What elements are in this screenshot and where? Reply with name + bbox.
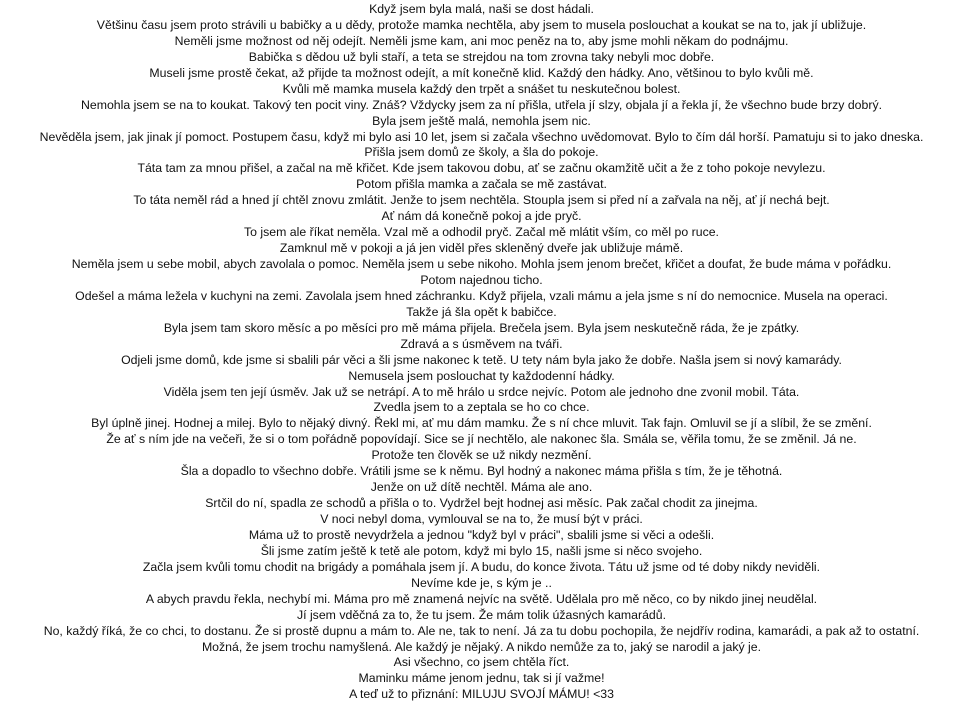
text-line: Srtčil do ní, spadla ze schodů a přišla o to. Vydržel bejt hodnej asi měsíc. Pak začal chodit za jinejma.	[205, 496, 758, 511]
text-line: Když jsem byla malá, naši se dost hádali.	[369, 2, 594, 16]
text-line: Že ať s ním jde na večeři, že si o tom pořádně popovídají. Sice se jí nechtělo, ale nakonec šla. Smála se, věřila tomu, že se změnil. Já ne.	[106, 432, 857, 447]
text-line: Možná, že jsem trochu namyšlená. Ale každý je nějaký. A nikdo nemůže za to, jaký se narodil a jaký je.	[201, 639, 762, 654]
text-line: Museli jsme prostě čekat, až přijde ta možnost odejít, a mít konečně klid. Každý den hádky. Ano, většinou to bylo kvůli mě.	[149, 65, 814, 80]
text-line: To táta neměl rád a hned jí chtěl znovu zmlátit. Jenže to jsem nechtěla. Stoupla jsem si před ní a zařvala na něj, ať jí nechá bejt.	[133, 193, 830, 208]
text-line: No, každý říká, že co chci, to dostanu. Že si prostě dupnu a mám to. Ale ne, tak to není. Já za tu dobu pochopila, že nejdřív rodina, kamarádi, a pak až to ostatní.	[43, 623, 920, 638]
text-line: Maminku máme jenom jednu, tak si jí važme!	[358, 671, 605, 686]
text-line: Zamknul mě v pokoji a já jen viděl přes skleněný dveře jak ubližuje mámě.	[279, 241, 684, 256]
text-line: Začla jsem kvůli tomu chodit na brigády a pomáhala jsem jí. A budu, do konce života. Tátu už jsme od té doby nikdy neviděli.	[142, 559, 821, 574]
text-line: Šla a dopadlo to všechno dobře. Vrátili jsme se k němu. Byl hodný a nakonec máma přišla s tím, že je těhotná.	[180, 464, 783, 479]
text-line: Většinu času jsem proto strávili u babičky a u dědy, protože mamka nechtěla, aby jsem to musela poslouchat a koukat se na to, jak jí ubližuje.	[96, 17, 867, 32]
text-line: Potom přišla mamka a začala se mě zastávat.	[356, 177, 607, 192]
text-line: Protože ten člověk se už nikdy nezmění.	[371, 448, 592, 463]
text-line: Nevěděla jsem, jak jinak jí pomoct. Postupem času, když mi bylo asi 10 let, jsem si začala všechno uvědomovat. Bylo to čím dál horší. Pamatuju si to jako dneska.	[39, 129, 924, 144]
text-line: Takže já šla opět k babičce.	[406, 304, 557, 319]
text-line: Neměla jsem u sebe mobil, abych zavolala o pomoc. Neměla jsem u sebe nikoho. Mohla jsem jenom brečet, křičet a doufat, že bude máma v pořádku.	[71, 257, 892, 271]
text-line: Asi všechno, co jsem chtěla říct.	[393, 655, 570, 670]
text-line: Odešel a máma ležela v kuchyni na zemi. Zavolala jsem hned záchranku. Když přijela, vzali mámu a jela jsme s ní do nemocnice. Musela na operaci.	[75, 288, 888, 303]
text-line: Nevíme kde je, s kým je ..	[411, 575, 552, 590]
text-line: Babička s dědou už byli staří, a teta se strejdou na tom zrovna taky nebyli moc dobře.	[248, 49, 715, 64]
text-line: Ať nám dá konečně pokoj a jde pryč.	[381, 209, 582, 224]
text-line: Máma už to prostě nevydržela a jednou "když byl v práci", sbalili jsme si věci a odešli.	[248, 527, 715, 542]
text-line: Jí jsem vděčná za to, že tu jsem. Že mám tolik úžasných kamarádů.	[296, 607, 667, 622]
text-line: Odjeli jsme domů, kde jsme si sbalili pár věci a šli jsme nakonec k tetě. U tety nám byla jako že dobře. Našla jsem si nový kamarády.	[121, 352, 842, 367]
text-line: Šli jsme zatím ještě k tetě ale potom, když mi bylo 15, našli jsme si něco svojeho.	[260, 543, 703, 558]
text-line: Kvůli mě mamka musela každý den trpět a snášet tu neskutečnou bolest.	[282, 81, 681, 96]
text-line: Byla jsem ještě malá, nemohla jsem nic.	[372, 113, 591, 128]
text-line: Nemohla jsem se na to koukat. Takový ten pocit viny. Znáš? Vždycky jsem za ní přišla, utřela jí slzy, objala jí a řekla jí, že všechno bude brzy dobrý.	[80, 97, 883, 112]
text-line: Byl úplně jinej. Hodnej a milej. Bylo to nějaký divný. Řekl mi, ať mu dám mamku. Že s ní chce mluvit. Tak fajn. Omluvil se jí a slíbil, že se změní.	[91, 416, 872, 431]
text-line: V noci nebyl doma, vymlouval se na to, že musí být v práci.	[320, 512, 643, 526]
text-line: Táta tam za mnou přišel, a začal na mě křičet. Kde jsem takovou dobu, ať se začnu okamžitě učit a že z toho pokoje nevylezu.	[137, 161, 826, 176]
text-line: Přišla jsem domů ze školy, a šla do pokoje.	[364, 145, 599, 160]
text-line: To jsem ale říkat neměla. Vzal mě a odhodil pryč. Začal mě mlátit vším, co měl po ruce.	[244, 225, 719, 240]
text-line: Viděla jsem ten její úsměv. Jak už se netrápí. A to mě hrálo u srdce nejvíc. Potom ale jednoho dne zvonil mobil. Táta.	[163, 384, 800, 399]
text-line: Zdravá a s úsměvem na tváři.	[400, 336, 563, 351]
text-line: A abych pravdu řekla, nechybí mi. Máma pro mě znamená nejvíc na světě. Udělala pro mě něco, co by nikdo jinej neudělal.	[145, 591, 818, 606]
text-line: Neměli jsme možnost od něj odejít. Neměli jsme kam, ani moc peněz na to, aby jsme mohli někam do podnájmu.	[174, 33, 789, 48]
text-line: Jenže on už dítě nechtěl. Máma ale ano.	[370, 480, 593, 495]
text-line: Potom najednou ticho.	[420, 272, 543, 287]
text-line: Byla jsem tam skoro měsíc a po měsíci pro mě máma přijela. Brečela jsem. Byla jsem neskutečně ráda, že je zpátky.	[163, 320, 800, 335]
text-line: Nemusela jsem poslouchat ty každodenní hádky.	[348, 368, 615, 383]
text-line: Zvedla jsem to a zeptala se ho co chce.	[373, 400, 590, 415]
text-line: A teď už to přiznání: MILUJU SVOJÍ MÁMU! <33	[349, 687, 614, 702]
